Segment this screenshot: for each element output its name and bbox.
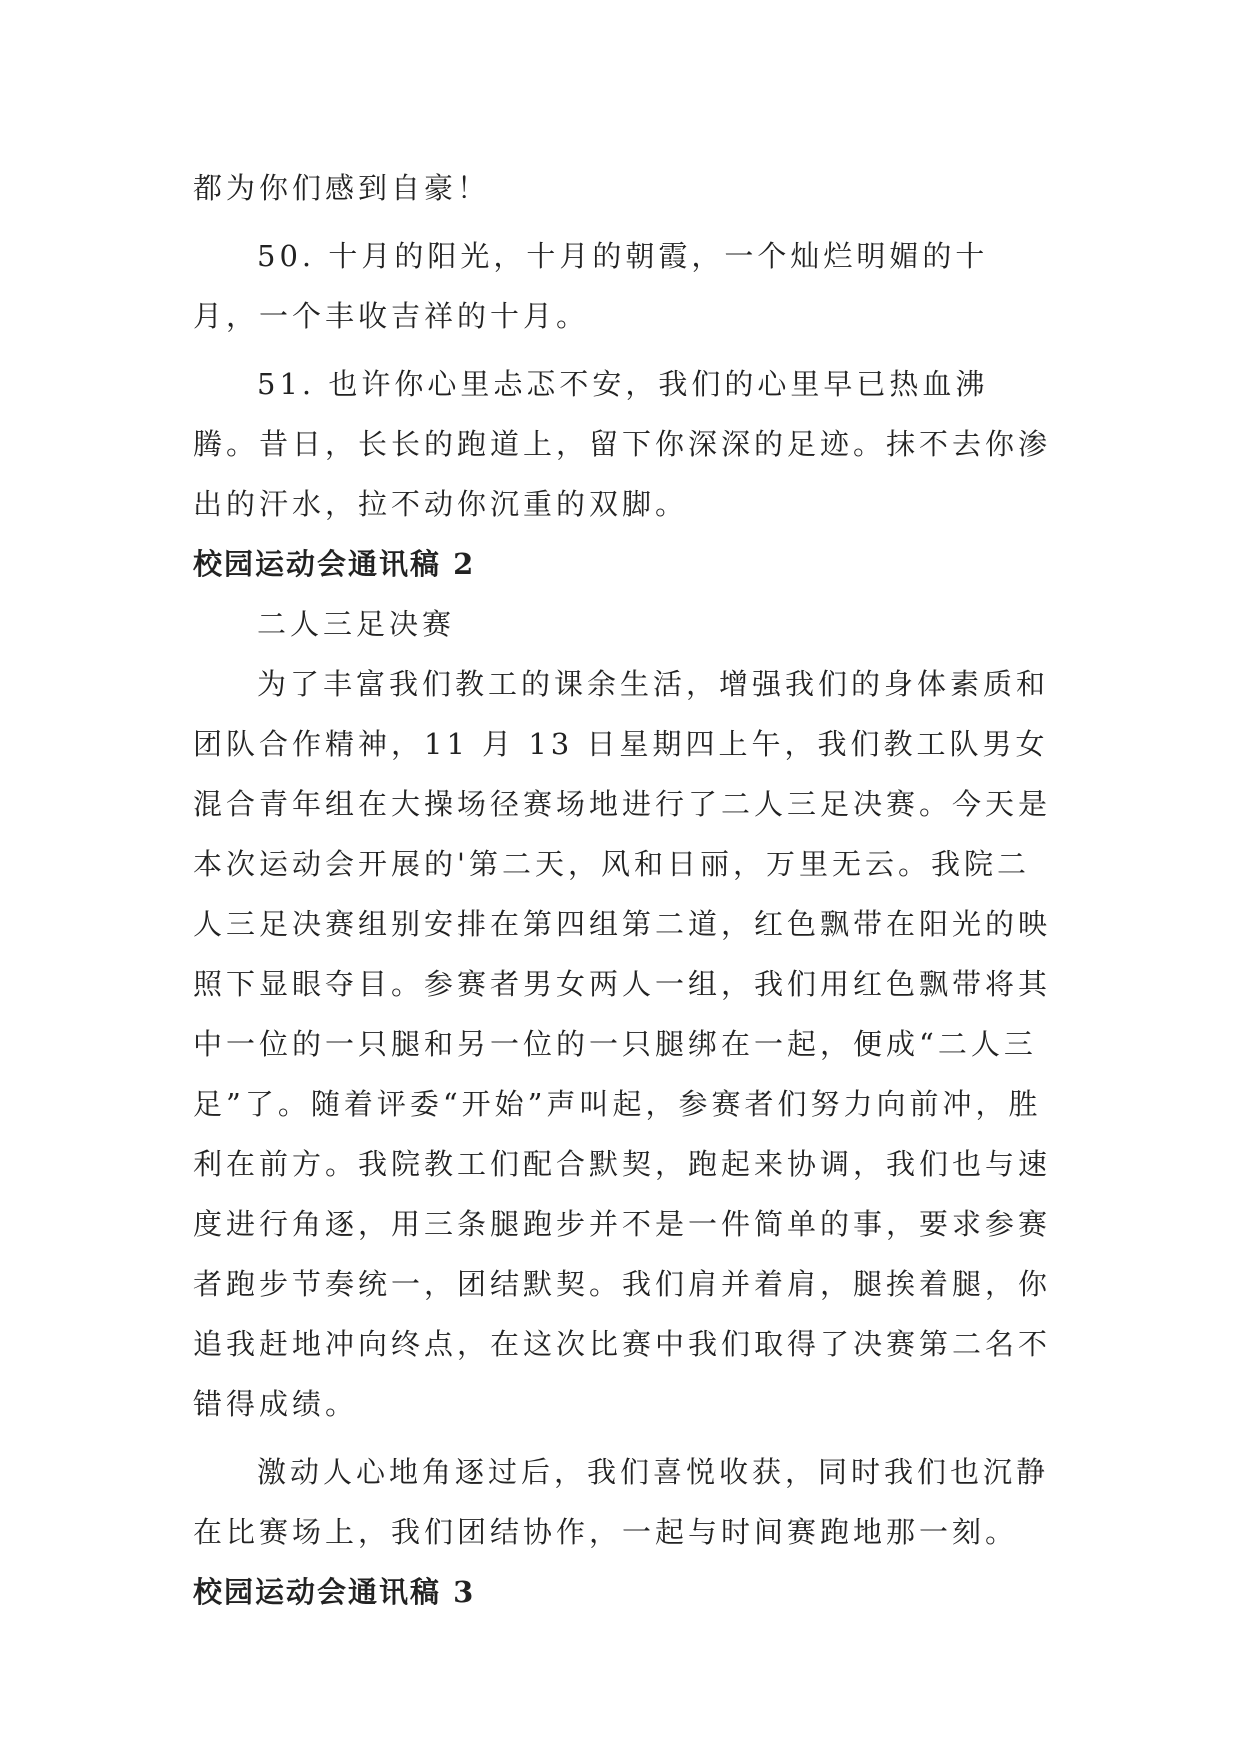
section-heading-3: 校园运动会通讯稿 3	[193, 1575, 476, 1609]
paragraph-gap	[193, 346, 1053, 354]
paragraph-event-reflection: 激动人心地角逐过后，我们喜悦收获，同时我们也沉静在比赛场上，我们团结协作，一起与时间赛跑地那一刻。	[193, 1455, 1050, 1549]
paragraph-event-description: 为了丰富我们教工的课余生活，增强我们的身体素质和团队合作精神，11 月 13 日星期四上午，我们教工队男女混合青年组在大操场径赛场地进行了二人三足决赛。今天是本次运动会开展的'第二天，风和日丽，万里无云。我院二人三足决赛组别安排在第四组第二道，红色飘带在阳光的映照下显眼夺目。参赛者男女两人一组，我们用红色飘带将其中一位的一只腿和另一位的一只腿绑在一起，便成“二人三足”了。随着评委“开始”声叫起，参赛者们努力向前冲，胜利在前方。我院教工们配合默契，跑起来协调，我们也与速度进行角逐，用三条腿跑步并不是一件简单的事，要求参赛者跑步节奏统一，团结默契。我们肩并着肩，腿挨着腿，你追我赶地冲向终点，在这次比赛中我们取得了决赛第二名不错得成绩。	[193, 667, 1052, 1421]
subsection-title: 二人三足决赛	[257, 607, 456, 641]
paragraph-item-50: 50. 十月的阳光，十月的朝霞，一个灿烂明媚的十月，一个丰收吉祥的十月。	[193, 239, 989, 333]
paragraph-gap	[193, 218, 1053, 226]
paragraph-item-51: 51. 也许你心里忐忑不安，我们的心里早已热血沸腾。昔日，长长的跑道上，留下你深深的足迹。抹不去你渗出的汗水，拉不动你沉重的双脚。	[193, 367, 1052, 521]
section-heading-2: 校园运动会通讯稿 2	[193, 547, 476, 581]
document-body	[193, 158, 1053, 1622]
paragraph-closing-line: 都为你们感到自豪！	[193, 171, 491, 205]
paragraph-gap	[193, 1434, 1053, 1442]
